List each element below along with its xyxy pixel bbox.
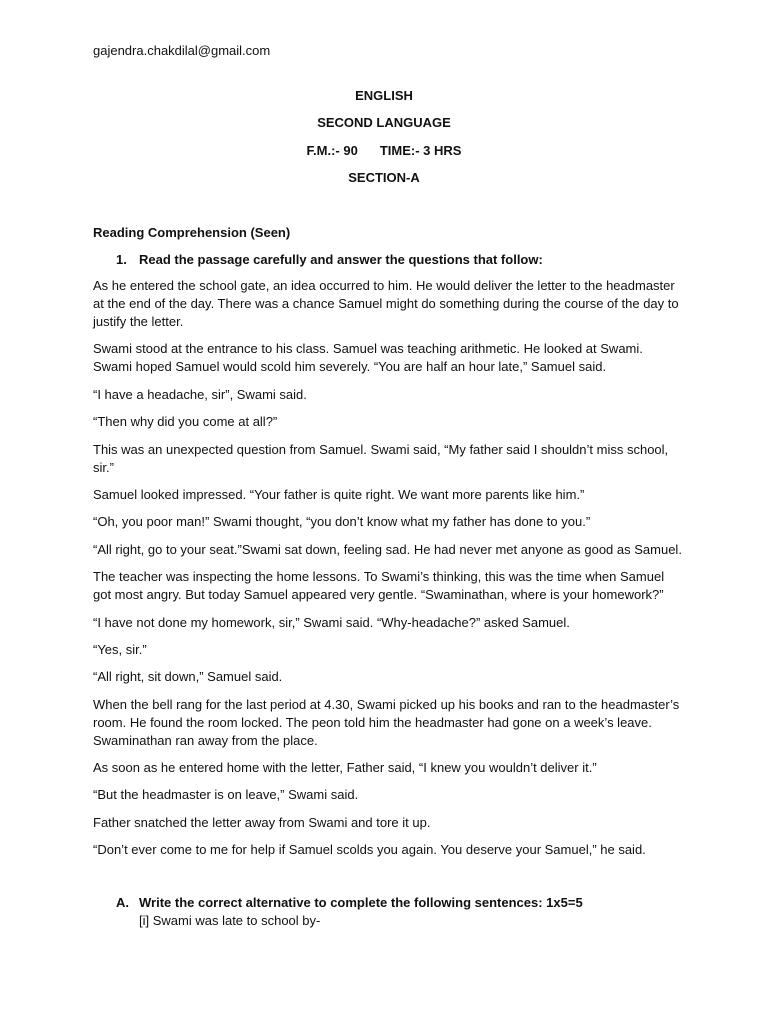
question-a [116, 895, 583, 910]
passage-paragraph: “I have not done my homework, sir,” Swami said. “Why-headache?” asked Samuel. [93, 614, 570, 630]
question-1-text: Read the passage carefully and answer the questions that follow: [139, 252, 543, 267]
passage-paragraph: “Then why did you come at all?” [93, 414, 278, 430]
section-title: SECTION-A [348, 170, 420, 185]
passage-paragraph: “Oh, you poor man!” Swami thought, “you don’t know what my father has done to you.” [93, 514, 591, 530]
passage-paragraph: “Yes, sir.” [93, 641, 147, 657]
passage-paragraph: Father snatched the letter away from Swami and tore it up. [93, 814, 431, 830]
language-title: SECOND LANGUAGE [317, 115, 451, 130]
passage-paragraph: “But the headmaster is on leave,” Swami said. [93, 787, 359, 803]
passage-paragraph: “I have a headache, sir”, Swami said. [93, 386, 307, 402]
passage-paragraph: “All right, sit down,” Samuel said. [93, 669, 283, 685]
marks-time-line [0, 143, 768, 158]
passage-paragraph: This was an unexpected question from Samuel. Swami said, “My father said I shouldn’t miss school, sir.” [93, 441, 669, 475]
question-1 [116, 252, 543, 267]
reading-passage [93, 277, 683, 869]
question-a-item-1: [i] Swami was late to school by- [139, 913, 321, 928]
full-marks: F.M.:- 90 [306, 143, 358, 158]
question-a-text: Write the correct alternative to complete the following sentences: 1x5=5 [139, 895, 583, 910]
passage-paragraph: “Don’t ever come to me for help if Samuel scolds you again. You deserve your Samuel,” he said. [93, 842, 646, 858]
exam-time: TIME:- 3 HRS [379, 143, 462, 158]
subject-title: ENGLISH [355, 88, 413, 103]
passage-paragraph: As he entered the school gate, an idea occurred to him. He would deliver the letter to the headmaster at the end of the day. There was a chance Samuel might do something during the course of the day to justify the letter. [93, 278, 679, 329]
question-1-number: 1. [116, 252, 127, 267]
passage-paragraph: Samuel looked impressed. “Your father is quite right. We want more parents like him.” [93, 486, 585, 502]
passage-paragraph: As soon as he entered home with the letter, Father said, “I knew you wouldn’t deliver it.” [93, 760, 597, 776]
section-heading: Reading Comprehension (Seen) [93, 225, 291, 240]
author-email: gajendra.chakdilal@gmail.com [93, 43, 271, 58]
passage-paragraph: The teacher was inspecting the home lessons. To Swami’s thinking, this was the time when Samuel got most angry. But today Samuel appeared very gentle. “Swaminathan, where is your homework?” [93, 569, 665, 603]
passage-paragraph: When the bell rang for the last period at 4.30, Swami picked up his books and ran to the headmaster’s room. He found the room locked. The peon told him the headmaster had gone on a week’s leave. Swaminathan ran away from the place. [93, 696, 680, 748]
question-a-label: A. [116, 895, 129, 910]
passage-paragraph: Swami stood at the entrance to his class. Samuel was teaching arithmetic. He looked at Swami. Swami hoped Samuel would scold him severely. “You are half an hour late,” Samuel said. [93, 341, 643, 375]
passage-paragraph: “All right, go to your seat.”Swami sat down, feeling sad. He had never met anyone as good as Samuel. [93, 541, 682, 557]
